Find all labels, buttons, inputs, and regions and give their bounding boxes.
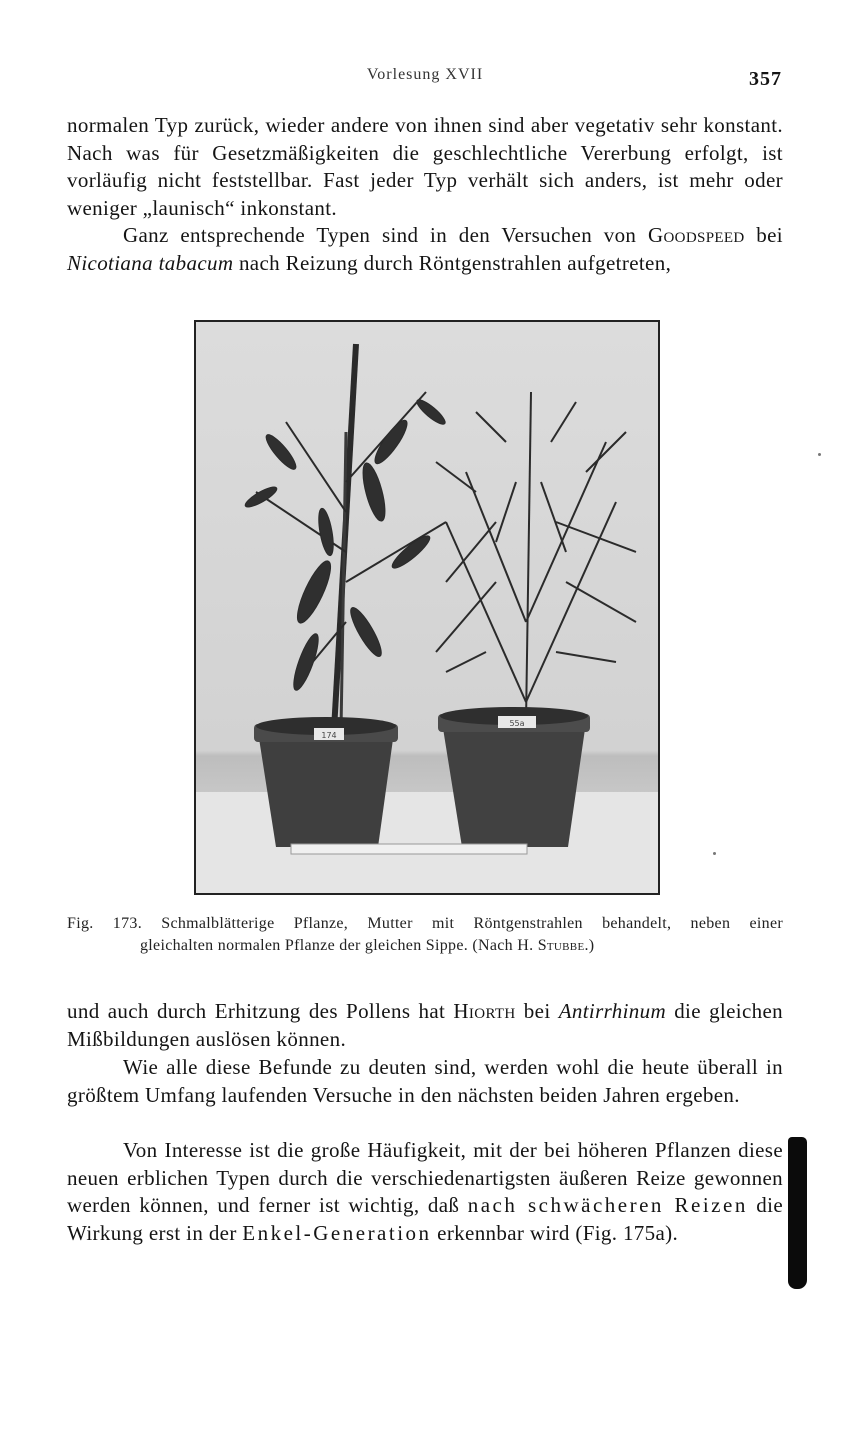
paragraph-3: [67, 998, 783, 1053]
plant-photo-illustration: [196, 322, 658, 893]
paragraph-3-text-b: bei: [515, 999, 559, 1023]
running-title: Vorlesung XVII: [366, 66, 484, 83]
genus-antirrhinum: Antirrhinum: [558, 999, 667, 1023]
paragraph-2-text-c: nach Reizung durch Röntgenstrahlen aufgetreten,: [233, 250, 672, 275]
paragraph-4: Wie alle diese Befunde zu deuten sind, werden wohl die heute überall in größtem Umfang laufenden Versuche in den nächsten beiden Jahren ergeben.: [67, 1055, 783, 1107]
figure-caption: [67, 913, 783, 957]
caption-line-2-text-a: gleichalten normalen Pflanze der gleichen Sippe. (Nach H.: [140, 937, 538, 954]
author-hiorth: Hiorth: [453, 999, 516, 1023]
scan-speck: [713, 852, 716, 855]
right-pot: [438, 707, 590, 847]
species-nicotiana: Nicotiana tabacum: [67, 250, 234, 275]
figure-photograph: [194, 320, 660, 895]
paragraph-5-text-a: Von Interesse ist die große Häufigkeit, mit der bei höheren Pflanzen diese neuen erblichen Typen durch die verschiedenartigsten äußeren Reize gewonnen werden können, und ferner ist wichtig, daß: [67, 1138, 783, 1217]
paragraph-3-text-c: die gleichen Mißbildungen auslösen können.: [67, 999, 784, 1051]
paragraph-5: [67, 1137, 783, 1247]
scan-speck: [818, 453, 821, 456]
paragraph-2-text-b: bei: [744, 223, 783, 247]
spaced-emphasis-2: Enkel-Generation: [242, 1220, 432, 1245]
paragraph-5-text-b: die Wirkung erst in der: [67, 1193, 783, 1245]
spaced-emphasis-1: nach schwächeren Reizen: [467, 1193, 748, 1217]
paragraph-1: normalen Typ zurück, wieder andere von ihnen sind aber vegetativ sehr konstant. Nach was für Gesetzmäßigkeiten die geschlechtliche Vererbung erfolgt, ist vorläufig nicht feststellbar. Fast jeder Typ verhält sich anders, ist mehr oder weniger „launisch“ inkonstant.: [67, 113, 783, 220]
paragraph-2-text-a: Ganz entsprechende Typen sind in den Versuchen von: [123, 223, 648, 247]
caption-line-2: [67, 935, 783, 957]
paragraph-3-text-a: und auch durch Erhitzung des Pollens hat: [67, 999, 454, 1023]
caption-line-1: Fig. 173. Schmalblätterige Pflanze, Mutter mit Röntgenstrahlen behandelt, neben einer: [67, 915, 783, 932]
scan-edge-mark: [788, 1137, 807, 1289]
paragraph-5-text-c: erkennbar wird (Fig. 175a).: [431, 1220, 679, 1245]
paragraph-2: [67, 222, 783, 277]
left-pot: [254, 717, 398, 847]
running-head: [0, 64, 850, 94]
caption-author: Stubbe: [537, 937, 585, 954]
page-number: 357: [749, 68, 782, 90]
right-pot-label: 55a: [509, 719, 525, 728]
caption-line-2-text-b: .): [584, 937, 595, 954]
author-goodspeed: Goodspeed: [647, 223, 745, 247]
left-pot-label: 174: [321, 731, 337, 740]
